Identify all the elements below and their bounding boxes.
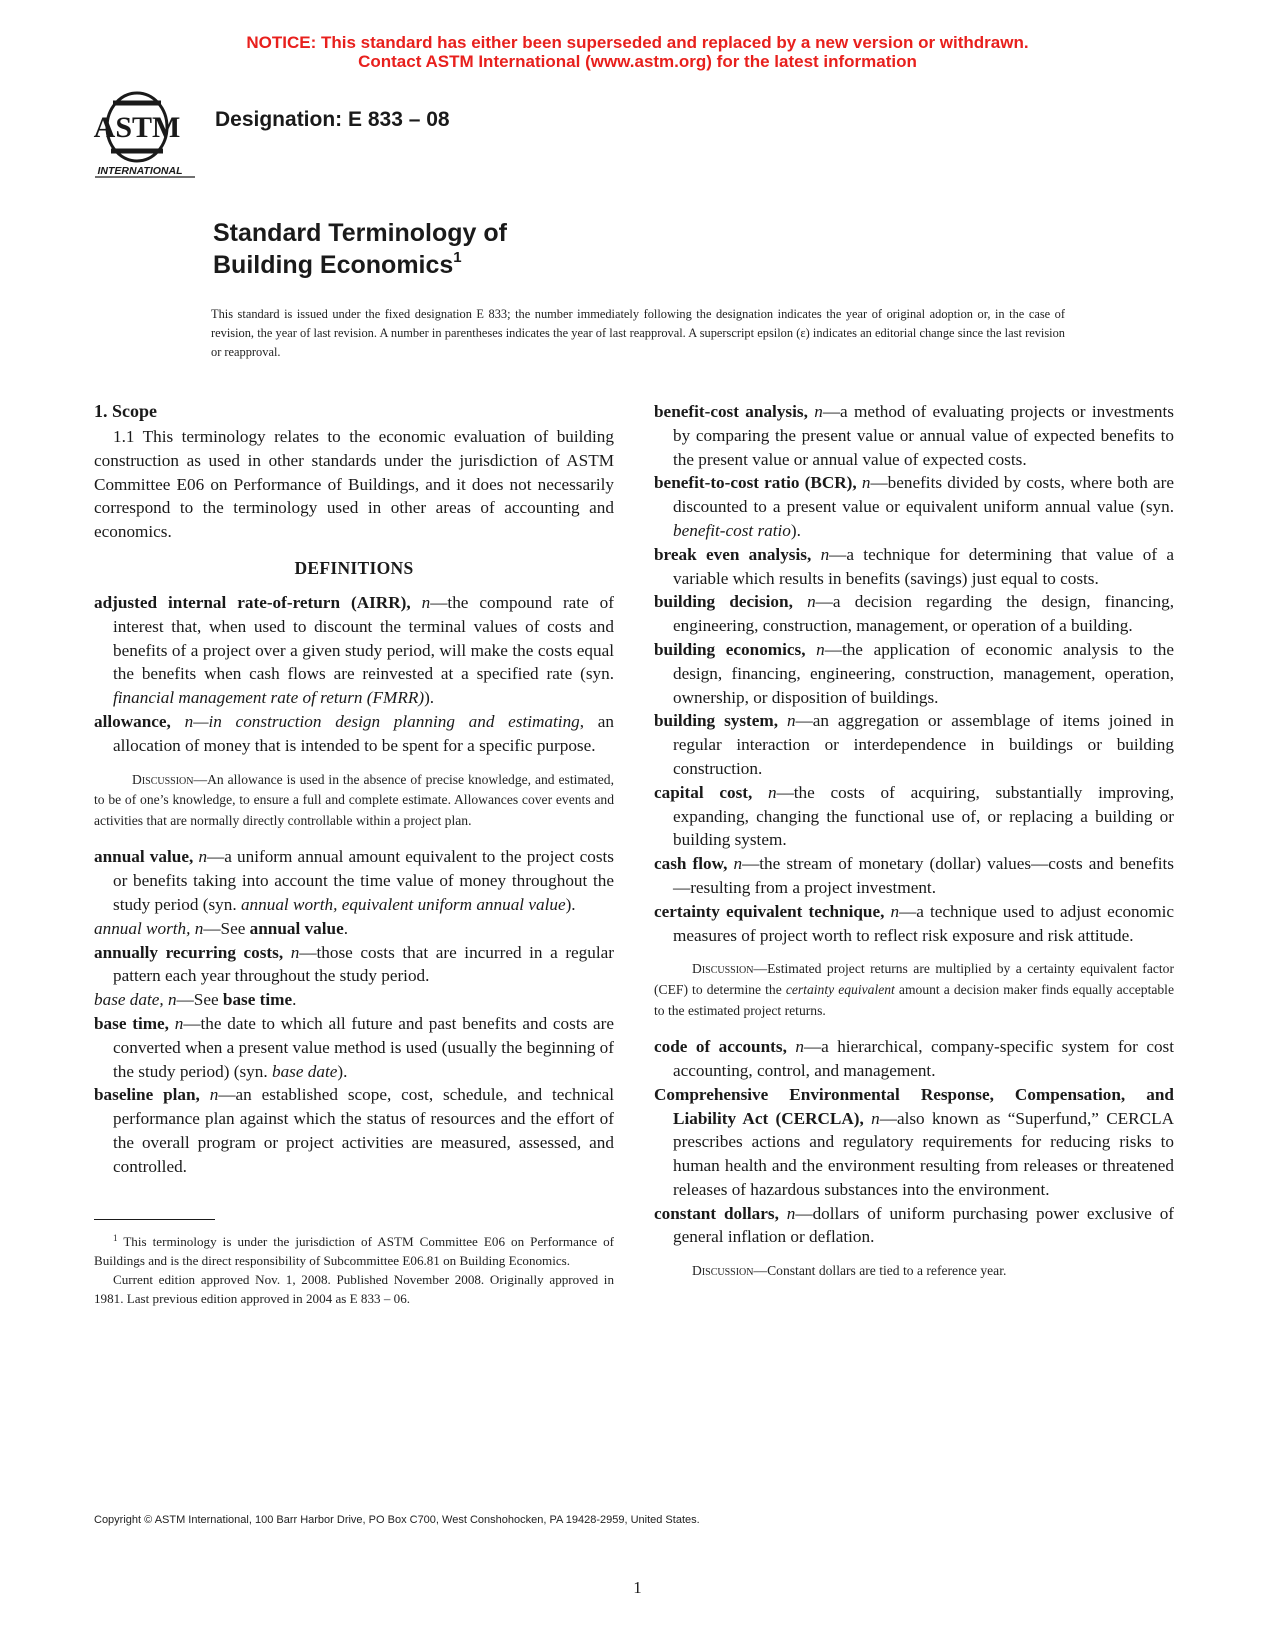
definition-building-economics: building economics, n—the application of economic analysis to the design, financing, engineering, construction, management, operation, ownership, or disposition of buildings. bbox=[654, 639, 1174, 707]
page-number: 1 bbox=[633, 1578, 642, 1597]
definition-code-of-accounts: code of accounts, n—a hierarchical, company-specific system for cost accounting, control, and management. bbox=[654, 1037, 1175, 1080]
discussion-certainty-equivalent: Discussion—Estimated project returns are multiplied by a certainty equivalent factor (CEF) to determine the certainty equivalent amount a decision maker finds equally acceptable to the estimated project returns. bbox=[654, 961, 1174, 1018]
logo-international: INTERNATIONAL bbox=[97, 165, 183, 177]
definition-cercla: Comprehensive Environmental Response, Compensation, and Liability Act (CERCLA), n—also known as “Superfund,” CERCLA prescribes actions and regulatory requirements for reducing risks to human health and the environment resulting from releases or threatened releases of hazardous substances into the environment. bbox=[654, 1084, 1174, 1199]
definition-capital-cost: capital cost, n—the costs of acquiring, substantially improving, expanding, changing the functional use of, or replacing a building or building system. bbox=[654, 782, 1174, 850]
definition-building-decision: building decision, n—a decision regarding the design, financing, engineering, construction, management, or operation of a building. bbox=[654, 592, 1174, 636]
astm-logo bbox=[91, 85, 199, 185]
scope-heading: 1. Scope bbox=[94, 401, 157, 421]
footnote-divider bbox=[94, 1219, 215, 1220]
copyright-line: Copyright © ASTM International, 100 Barr Harbor Drive, PO Box C700, West Conshohocken, PA 19428-2959, United States. bbox=[94, 1514, 700, 1526]
definition-break-even-analysis: break even analysis, n—a technique for determining that value of a variable which results in benefits (savings) just equal to costs. bbox=[654, 544, 1174, 588]
scope-paragraph: 1.1 This terminology relates to the economic evaluation of building construction as used in other standards under the jurisdiction of ASTM Committee E06 on Performance of Buildings, and it does not necessarily correspond to the terminology used in other areas of accounting and economics. bbox=[94, 427, 614, 542]
right-column bbox=[654, 400, 1174, 1296]
left-column bbox=[94, 400, 614, 1308]
designation: Designation: E 833 – 08 bbox=[215, 108, 450, 131]
definition-annually-recurring-costs: annually recurring costs, n—those costs that are incurred in a regular pattern each year throughout the study period. bbox=[94, 942, 614, 986]
title-line-2: Building Economics$^1$ bbox=[213, 249, 462, 279]
definition-bcr: benefit-to-cost ratio (BCR), n—benefits divided by costs, where both are discounted to a present value or equivalent uniform annual value (syn. benefit-cost ratio). bbox=[654, 473, 1174, 540]
title-line-1: Standard Terminology of bbox=[213, 219, 507, 247]
definition-base-date: base date, n—See base time. bbox=[94, 990, 297, 1010]
definition-certainty-equivalent-technique: certainty equivalent technique, n—a technique used to adjust economic measures of project worth to reflect risk exposure and risk attitude. bbox=[654, 901, 1174, 945]
definition-benefit-cost-analysis: benefit-cost analysis, n—a method of evaluating projects or investments by comparing the present value or annual value of expected benefits to the present value or annual value of expected costs. bbox=[654, 402, 1174, 469]
definition-cash-flow: cash flow, n—the stream of monetary (dollar) values—costs and benefits—resulting from a project investment. bbox=[654, 854, 1174, 897]
notice-line-1: NOTICE: This standard has either been superseded and replaced by a new version or withdrawn. bbox=[246, 33, 1029, 52]
withdrawal-notice bbox=[0, 33, 1275, 71]
notice-line-2: Contact ASTM International (www.astm.org) for the latest information bbox=[358, 52, 917, 71]
definition-baseline-plan: baseline plan, n—an established scope, cost, schedule, and technical performance plan against which the status of resources and the effort of the overall program or project activities are measured, assessed, and controlled. bbox=[94, 1085, 614, 1176]
definitions-heading: DEFINITIONS bbox=[294, 557, 414, 578]
definition-annual-value: annual value, n—a uniform annual amount equivalent to the project costs or benefits taking into account the time value of money throughout the study period (syn. annual worth, equivalent uniform annual value). bbox=[94, 847, 614, 914]
astm-logo-icon bbox=[91, 85, 199, 185]
footnote-approval: Current edition approved Nov. 1, 2008. Published November 2008. Originally approved in 1981. Last previous edition approved in 2004 as E 833 – 06. bbox=[94, 1271, 614, 1306]
logo-letters: ASTM bbox=[93, 111, 181, 144]
discussion-constant-dollars: Discussion—Constant dollars are tied to a reference year. bbox=[692, 1263, 1007, 1279]
document-title bbox=[213, 217, 913, 281]
definition-constant-dollars: constant dollars, n—dollars of uniform purchasing power exclusive of general inflation or deflation. bbox=[654, 1203, 1175, 1247]
definition-allowance: allowance, n—in construction design planning and estimating, an allocation of money that is intended to be spent for a specific purpose. bbox=[94, 711, 615, 755]
footnote-1: $^1$ This terminology is under the jurisdiction of ASTM Committee E06 on Performance of Buildings and is the direct responsibility of Subcommittee E06.81 on Building Economics. bbox=[94, 1232, 614, 1268]
definition-base-time: base time, n—the date to which all future and past benefits and costs are converted when a present value method is used (usually the beginning of the study period) (syn. base date). bbox=[94, 1013, 615, 1081]
issuance-note: This standard is issued under the fixed designation E 833; the number immediately following the designation indicates the year of original adoption or, in the case of revision, the year of last revision. A number in parentheses indicates the year of last reapproval. A superscript epsilon (ε) indicates an editorial change since the last revision or reapproval. bbox=[211, 307, 1065, 359]
title-footnote-mark: 1 bbox=[453, 249, 462, 266]
definition-airr: adjusted internal rate-of-return (AIRR), n—the compound rate of interest that, when used to discount the terminal values of costs and benefits of a project over a given study period, will make the costs equal the benefits when cash flows are reinvested at a specified rate (syn. financial management rate of return (FMRR)). bbox=[94, 592, 614, 708]
definition-annual-worth: annual worth, n—See annual value. bbox=[94, 918, 349, 938]
discussion-allowance: Discussion—An allowance is used in the absence of precise knowledge, and estimated, to be of one’s knowledge, to ensure a full and complete estimate. Allowances cover events and activities that are normally directly controllable within a project plan. bbox=[94, 771, 614, 828]
definition-building-system: building system, n—an aggregation or assemblage of items joined in regular interaction or interdependence in buildings or building construction. bbox=[654, 711, 1175, 778]
